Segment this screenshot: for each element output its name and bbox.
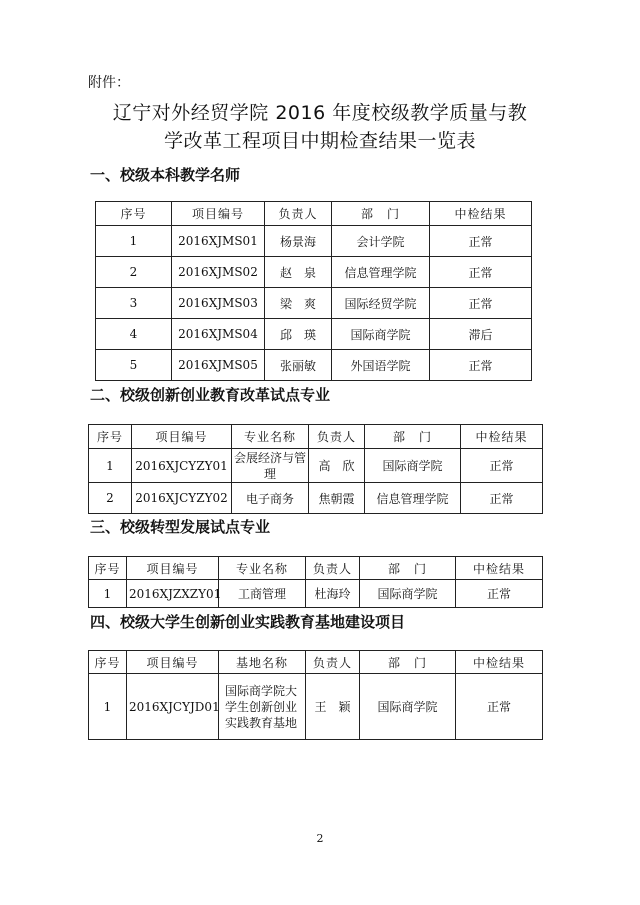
table-header-row xyxy=(96,202,532,226)
section4-heading: 四、校级大学生创新创业实践教育基地建设项目 xyxy=(90,613,406,631)
table-row xyxy=(89,483,543,514)
header-cell: 中检结果 xyxy=(430,202,532,226)
table-cell: 信息管理学院 xyxy=(365,483,461,514)
table-cell: 高 欣 xyxy=(309,449,365,483)
table-cell: 正常 xyxy=(456,580,543,608)
header-cell: 负责人 xyxy=(265,202,332,226)
table-cell: 会展经济与管理 xyxy=(232,449,309,483)
table-row xyxy=(96,226,532,257)
table-row xyxy=(96,257,532,288)
table-cell: 梁 爽 xyxy=(265,288,332,319)
table-cell: 正常 xyxy=(430,350,532,381)
section1-heading: 一、校级本科教学名师 xyxy=(90,166,241,184)
table-cell: 赵 泉 xyxy=(265,257,332,288)
header-cell: 中检结果 xyxy=(456,557,543,580)
table-cell: 2016XJMS05 xyxy=(172,350,265,381)
header-cell: 中检结果 xyxy=(456,651,543,674)
table-cell: 正常 xyxy=(456,674,543,740)
table-cell: 2016XJCYZY01 xyxy=(132,449,232,483)
table-row xyxy=(89,580,543,608)
table-cell: 2 xyxy=(96,257,172,288)
section2-table xyxy=(88,424,543,514)
table-cell: 2016XJCYJD01 xyxy=(127,674,219,740)
table-cell: 正常 xyxy=(430,226,532,257)
table-cell: 国际经贸学院 xyxy=(332,288,430,319)
table-row xyxy=(96,350,532,381)
section3-table xyxy=(88,556,543,608)
section2-heading: 二、校级创新创业教育改革试点专业 xyxy=(90,386,331,404)
table-cell: 2016XJCYZY02 xyxy=(132,483,232,514)
table-cell: 1 xyxy=(89,674,127,740)
table-header-row xyxy=(89,557,543,580)
table-cell: 杜海玲 xyxy=(306,580,360,608)
table-row xyxy=(89,674,543,740)
header-cell: 序号 xyxy=(89,651,127,674)
table-cell: 电子商务 xyxy=(232,483,309,514)
header-cell: 专业名称 xyxy=(219,557,306,580)
table-cell: 1 xyxy=(96,226,172,257)
table-header-row xyxy=(89,425,543,449)
header-cell: 部 门 xyxy=(360,651,456,674)
header-cell: 负责人 xyxy=(309,425,365,449)
document-title-line2: 学改革工程项目中期检查结果一览表 xyxy=(163,130,476,152)
table-cell: 正常 xyxy=(430,288,532,319)
header-cell: 部 门 xyxy=(332,202,430,226)
table-cell: 3 xyxy=(96,288,172,319)
section4-table xyxy=(88,650,543,740)
table-cell: 外国语学院 xyxy=(332,350,430,381)
table-cell: 王 颖 xyxy=(306,674,360,740)
table-row xyxy=(96,319,532,350)
table-cell: 2 xyxy=(89,483,132,514)
header-cell: 项目编号 xyxy=(172,202,265,226)
table-cell: 2016XJMS04 xyxy=(172,319,265,350)
header-cell: 基地名称 xyxy=(219,651,306,674)
table-cell: 4 xyxy=(96,319,172,350)
header-cell: 序号 xyxy=(89,557,127,580)
table-cell: 国际商学院大学生创新创业实践教育基地 xyxy=(219,674,306,740)
header-cell: 专业名称 xyxy=(232,425,309,449)
section1-table xyxy=(95,201,532,381)
table-cell: 国际商学院 xyxy=(332,319,430,350)
table-cell: 5 xyxy=(96,350,172,381)
header-cell: 部 门 xyxy=(365,425,461,449)
table-cell: 正常 xyxy=(430,257,532,288)
table-cell: 邱 瑛 xyxy=(265,319,332,350)
header-cell: 项目编号 xyxy=(127,557,219,580)
table-cell: 2016XJMS01 xyxy=(172,226,265,257)
table-cell: 信息管理学院 xyxy=(332,257,430,288)
table-cell: 国际商学院 xyxy=(365,449,461,483)
table-cell: 国际商学院 xyxy=(360,580,456,608)
table-cell: 2016XJZXZY01 xyxy=(127,580,219,608)
document-title-line1: 辽宁对外经贸学院 2016 年度校级教学质量与教 xyxy=(112,102,528,124)
page-number: 2 xyxy=(316,832,324,845)
table-row xyxy=(89,449,543,483)
table-cell: 正常 xyxy=(461,483,543,514)
table-row xyxy=(96,288,532,319)
table-cell: 1 xyxy=(89,580,127,608)
table-cell: 2016XJMS02 xyxy=(172,257,265,288)
attachment-label: 附件： xyxy=(88,75,130,91)
table-cell: 国际商学院 xyxy=(360,674,456,740)
table-cell: 杨景海 xyxy=(265,226,332,257)
table-cell: 1 xyxy=(89,449,132,483)
table-cell: 张丽敏 xyxy=(265,350,332,381)
header-cell: 负责人 xyxy=(306,557,360,580)
table-cell: 工商管理 xyxy=(219,580,306,608)
header-cell: 项目编号 xyxy=(132,425,232,449)
header-cell: 项目编号 xyxy=(127,651,219,674)
header-cell: 序号 xyxy=(89,425,132,449)
header-cell: 负责人 xyxy=(306,651,360,674)
table-cell: 正常 xyxy=(461,449,543,483)
table-header-row xyxy=(89,651,543,674)
section3-heading: 三、校级转型发展试点专业 xyxy=(90,518,271,536)
table-cell: 2016XJMS03 xyxy=(172,288,265,319)
table-cell: 滞后 xyxy=(430,319,532,350)
table-cell: 焦朝霞 xyxy=(309,483,365,514)
header-cell: 部 门 xyxy=(360,557,456,580)
header-cell: 序号 xyxy=(96,202,172,226)
header-cell: 中检结果 xyxy=(461,425,543,449)
table-cell: 会计学院 xyxy=(332,226,430,257)
